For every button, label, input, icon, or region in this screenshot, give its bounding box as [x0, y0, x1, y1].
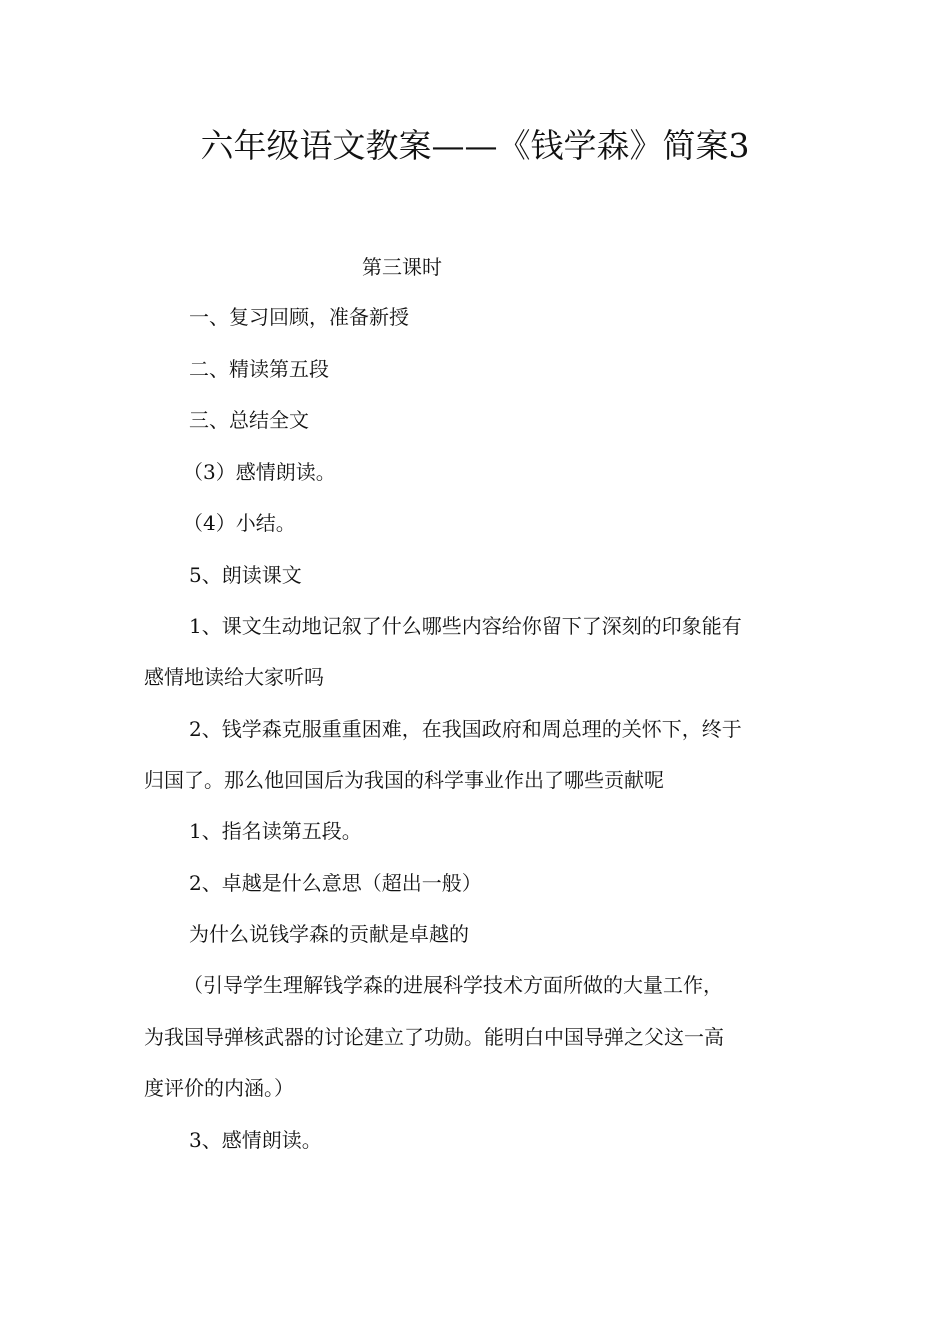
text-line: 1、课文生动地记叙了什么哪些内容给你留下了深刻的印象能有: [189, 614, 742, 638]
text-line: （引导学生理解钱学森的进展科学技术方面所做的大量工作，: [183, 973, 723, 997]
text-line: 归国了。那么他回国后为我国的科学事业作出了哪些贡献呢: [144, 768, 664, 792]
text-line: 1、指名读第五段。: [189, 819, 362, 843]
text-line: 为我国导弹核武器的讨论建立了功勋。能明白中国导弹之父这一高: [144, 1025, 724, 1049]
text-line: 为什么说钱学森的贡献是卓越的: [189, 922, 469, 946]
text-line: 一、复习回顾，准备新授: [189, 305, 409, 329]
text-line: 二、精读第五段: [189, 357, 329, 381]
text-line: 三、总结全文: [189, 408, 309, 432]
text-line: 度评价的内涵。）: [144, 1076, 294, 1100]
text-line: （4）小结。: [183, 511, 296, 535]
text-line: 3、感情朗读。: [189, 1128, 322, 1152]
lesson-period-heading: 第三课时: [362, 255, 442, 279]
document-title: 六年级语文教案——《钱学森》简案3: [200, 126, 750, 165]
text-line: 5、朗读课文: [189, 563, 302, 587]
text-line: （3）感情朗读。: [183, 460, 336, 484]
text-line: 2、卓越是什么意思（超出一般）: [189, 871, 482, 895]
text-line: 2、钱学森克服重重困难，在我国政府和周总理的关怀下，终于: [189, 717, 742, 741]
text-line: 感情地读给大家听吗: [144, 665, 324, 689]
